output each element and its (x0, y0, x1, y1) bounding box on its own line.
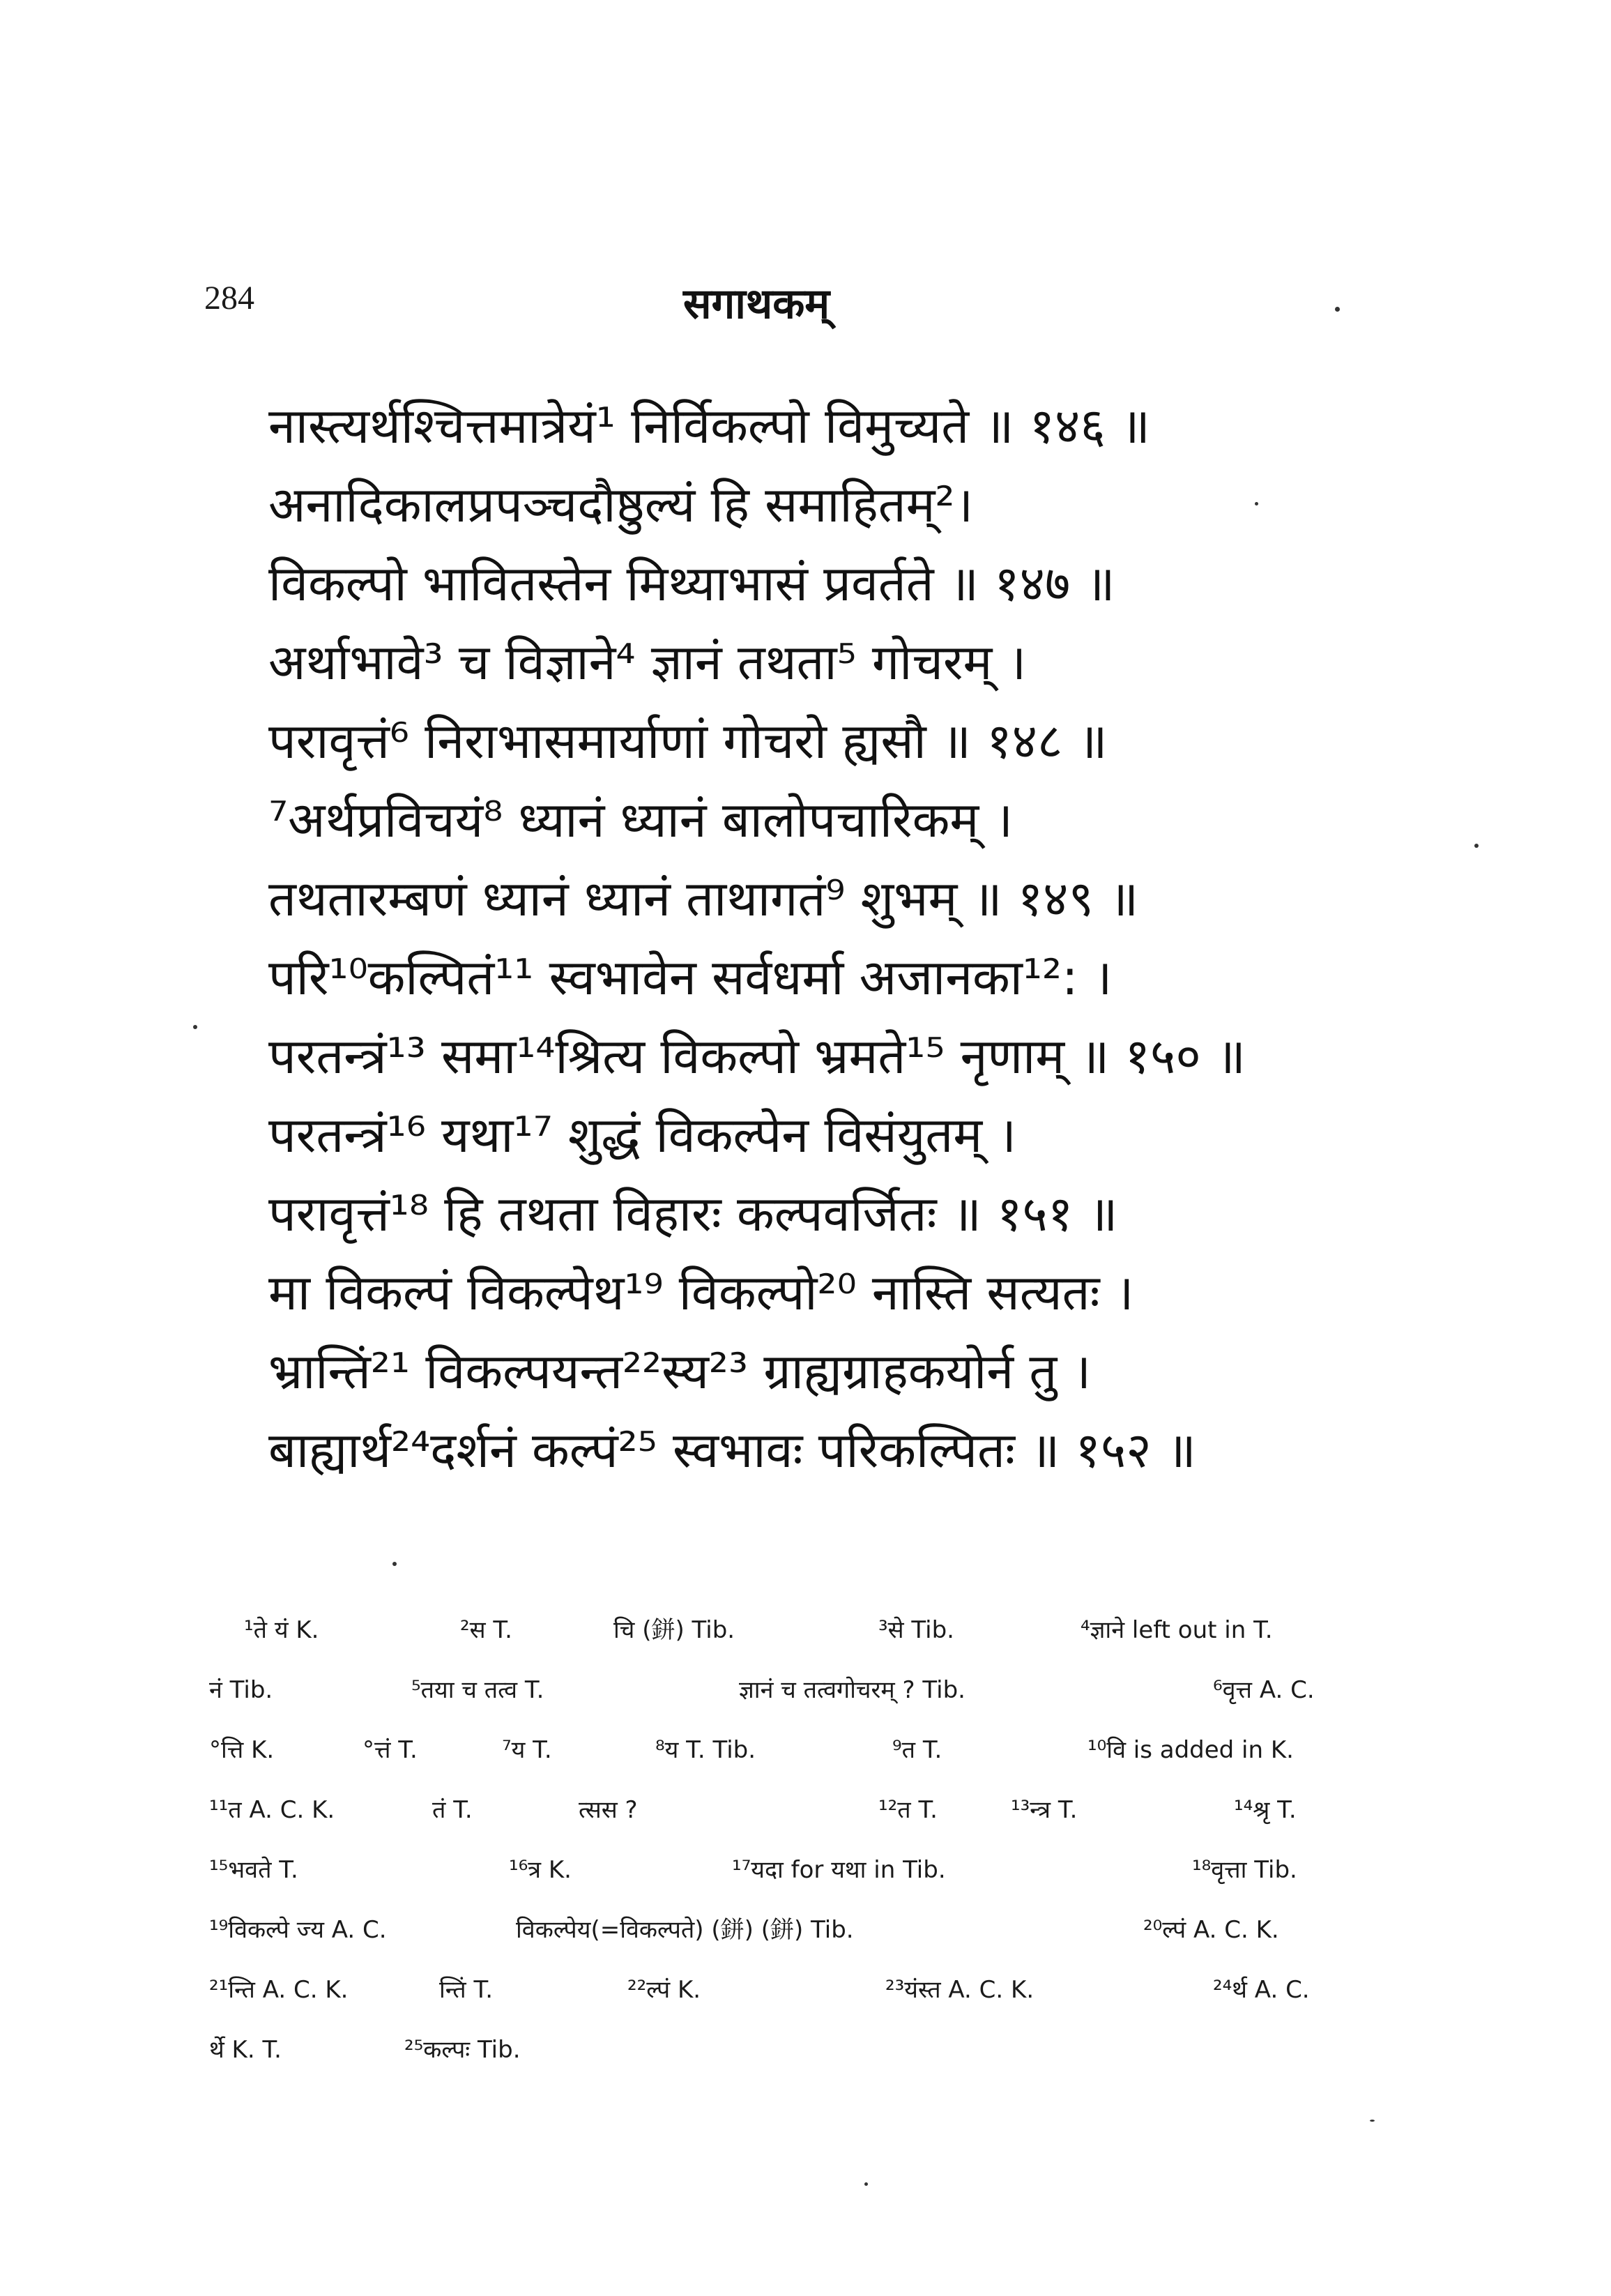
footnote-row (209, 1600, 1394, 1660)
footnote: ⁷य T. (502, 1736, 552, 1764)
footnote: ¹⁷यदा for यथा in Tib. (732, 1856, 946, 1884)
verse-block (268, 387, 1356, 1490)
footnote: ²⁰ल्पं A. C. K. (1143, 1916, 1279, 1944)
footnote: ¹³न्त्र T. (1011, 1796, 1078, 1824)
footnote-row (209, 1780, 1394, 1840)
footnote: ²⁵कल्पः Tib. (404, 2036, 521, 2064)
ink-speck (193, 1025, 197, 1029)
footnote: ³से Tib. (878, 1616, 954, 1644)
footnotes (209, 1600, 1394, 2080)
footnote-row (209, 1840, 1394, 1900)
verse-line: ⁷अर्थप्रविचयं⁸ ध्यानं ध्यानं बालोपचारिकम् । (268, 791, 1014, 849)
running-head-title: सगाथकम् (683, 280, 830, 328)
footnote-row (209, 1720, 1394, 1780)
footnote: त्सस ? (579, 1796, 638, 1824)
verse-line: विकल्पो भावितस्तेन मिथ्याभासं प्रवर्तते ॥ १४७ ॥ (268, 555, 1115, 612)
footnote: °त्ति K. (209, 1736, 275, 1764)
footnote: ²²ल्पं K. (627, 1976, 701, 2004)
verse-line: परतन्त्रं¹⁶ यथा¹⁷ शुद्धं विकल्पेन विसंयुतम् । (268, 1107, 1016, 1164)
footnote: विकल्पेय(=विकल्पते) (鉼) (鉼) Tib. (516, 1916, 854, 1944)
footnote: ¹⁰वि is added in K. (1087, 1736, 1294, 1764)
footnote: ⁹त T. (892, 1736, 942, 1764)
verse-line: परतन्त्रं¹³ समा¹⁴श्रित्य विकल्पो भ्रमते¹⁵ नृणाम् ॥ १५० ॥ (268, 1028, 1246, 1085)
footnote: ²⁴र्थ A. C. (1213, 1976, 1310, 2004)
footnote: नं Tib. (209, 1676, 273, 1704)
footnote: °त्तं T. (362, 1736, 418, 1764)
footnote: ²¹न्ति A. C. K. (209, 1976, 349, 2004)
footnote: तं T. (432, 1796, 473, 1824)
verse-line: परि¹⁰कल्पितं¹¹ स्वभावेन सर्वधर्मा अजानका¹²: । (268, 949, 1113, 1006)
footnote: ¹⁴श्रृ T. (1234, 1796, 1297, 1824)
footnote: चि (鉼) Tib. (613, 1616, 735, 1644)
footnote: ज्ञानं च तत्वगोचरम् ? Tib. (739, 1676, 965, 1704)
verse-line: तथतारम्बणं ध्यानं ध्यानं ताथागतं⁹ शुभम् ॥ १४९ ॥ (268, 870, 1139, 927)
ink-speck (1255, 502, 1258, 505)
footnote: ⁵तया च तत्व T. (411, 1676, 544, 1704)
verse-line: नास्त्यर्थश्चित्तमात्रेयं¹ निर्विकल्पो विमुच्यते ॥ १४६ ॥ (268, 397, 1150, 455)
footnote: ⁸य T. Tib. (655, 1736, 756, 1764)
footnote: ⁶वृत्त A. C. (1213, 1676, 1315, 1704)
footnote: ⁴ज्ञाने left out in T. (1081, 1616, 1273, 1644)
ink-speck (864, 2182, 868, 2186)
footnote: र्थे K. T. (209, 2036, 282, 2064)
footnote-row (209, 1900, 1394, 1960)
footnote: ¹⁵भवते T. (209, 1856, 298, 1884)
verse-line: बाह्यार्थ²⁴दर्शनं कल्पं²⁵ स्वभावः परिकल्पितः ॥ १५२ ॥ (268, 1422, 1196, 1479)
footnote: ¹⁸वृत्ता Tib. (1192, 1856, 1297, 1884)
footnote-row (209, 1660, 1394, 1720)
page-number: 284 (204, 280, 254, 317)
verse-line: अर्थाभावे³ च विज्ञाने⁴ ज्ञानं तथता⁵ गोचरम् । (268, 634, 1027, 691)
verse-line: परावृत्तं⁶ निराभासमार्याणां गोचरो ह्यसौ ॥ १४८ ॥ (268, 713, 1108, 770)
footnote: ²³यंस्त A. C. K. (885, 1976, 1034, 2004)
footnote: ¹¹त A. C. K. (209, 1796, 335, 1824)
footnote: न्तिं T. (439, 1976, 494, 2004)
footnote: ²स T. (460, 1616, 512, 1644)
verse-line: अनादिकालप्रपञ्चदौष्ठुल्यं हि समाहितम्²। (268, 476, 974, 533)
verse-line: परावृत्तं¹⁸ हि तथता विहारः कल्पवर्जितः ॥ १५१ ॥ (268, 1185, 1118, 1242)
verse-line: मा विकल्पं विकल्पेथ¹⁹ विकल्पो²⁰ नास्ति सत्यतः । (268, 1264, 1134, 1321)
footnote: ¹⁶त्र K. (509, 1856, 572, 1884)
ink-speck (1370, 2120, 1375, 2122)
footnote-row (209, 2020, 1394, 2080)
ink-speck (392, 1562, 397, 1566)
verse-line: भ्रान्तिं²¹ विकल्पयन्त²²स्य²³ ग्राह्यग्राहकयोर्न तु । (268, 1343, 1092, 1400)
ink-speck (1474, 844, 1479, 848)
footnote-row (209, 1960, 1394, 2020)
footnote: ¹ते यं K. (244, 1616, 319, 1644)
footnote: ¹²त T. (878, 1796, 938, 1824)
footnote: ¹⁹विकल्पे ज्य A. C. (209, 1916, 387, 1944)
ink-speck (1335, 307, 1340, 312)
